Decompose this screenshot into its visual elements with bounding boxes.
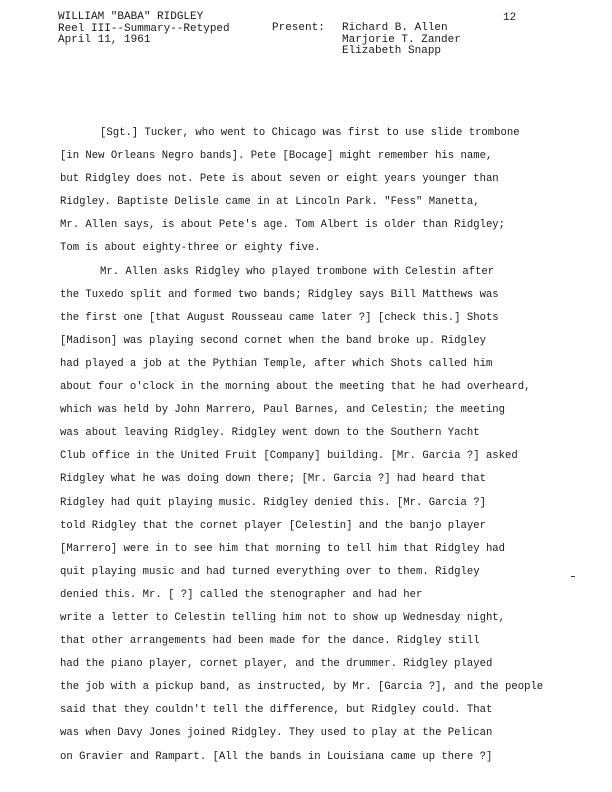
text-line: said that they couldn't tell the difference, but Ridgley could. That bbox=[60, 704, 493, 717]
text-line: Ridgley. Baptiste Delisle came in at Lincoln Park. "Fess" Manetta, bbox=[60, 196, 480, 209]
text-line: [Madison] was playing second cornet when the band broke up. Ridgley bbox=[60, 334, 486, 347]
text-line: Tom is about eighty-three or eighty five. bbox=[60, 242, 321, 255]
text-line: was about leaving Ridgley. Ridgley went down to the Southern Yacht bbox=[60, 427, 480, 440]
text-line: write a letter to Celestin telling him not to show up Wednesday night, bbox=[60, 611, 506, 624]
text-line: [Sgt.] Tucker, who went to Chicago was first to use slide trombone bbox=[100, 127, 520, 139]
header-present-label-block bbox=[272, 23, 325, 35]
text-line: had the piano player, cornet player, and the drummer. Ridgley played bbox=[60, 658, 493, 671]
text-line: [Marrero] were in to see him that morning to tell him that Ridgley had bbox=[60, 542, 506, 555]
text-line: quit playing music and had turned everything over to them. Ridgley bbox=[60, 565, 480, 578]
text-line: told Ridgley that the cornet player [Celestin] and the banjo player bbox=[60, 519, 486, 532]
text-line: Mr. Allen says, is about Pete's age. Tom Albert is older than Ridgley; bbox=[60, 219, 506, 232]
text-line: about four o'clock in the morning about the meeting that he had overheard, bbox=[60, 381, 531, 394]
header-present-label: Present: bbox=[272, 22, 325, 34]
text-line: [in New Orleans Negro bands]. Pete [Bocage] might remember his name, bbox=[60, 150, 493, 163]
header-date: April 11, 1961 bbox=[58, 34, 151, 46]
header-present-block bbox=[342, 23, 461, 58]
header-interviewee: WILLIAM "BABA" RIDGLEY bbox=[58, 11, 204, 23]
text-line: on Gravier and Rampart. [All the bands in Louisiana came up there ?] bbox=[60, 750, 493, 763]
text-line: had played a job at the Pythian Temple, after which Shots called him bbox=[60, 357, 493, 370]
header-reel: Reel III--Summary--Retyped bbox=[58, 22, 230, 35]
text-line: Club office in the United Fruit [Company] building. [Mr. Garcia ?] asked bbox=[60, 450, 518, 463]
present-name: Elizabeth Snapp bbox=[342, 45, 442, 57]
page-number: 12 bbox=[503, 12, 517, 24]
header-left-block bbox=[58, 12, 230, 47]
text-line: denied this. Mr. [ ?] called the stenographer and had her bbox=[60, 588, 423, 601]
text-line: Ridgley had quit playing music. Ridgley denied this. [Mr. Garcia ?] bbox=[60, 496, 486, 509]
text-line: that other arrangements had been made for the dance. Ridgley still bbox=[60, 635, 480, 648]
present-name: Richard B. Allen bbox=[342, 22, 448, 34]
text-line: the job with a pickup band, as instructed, by Mr. [Garcia ?], and the people bbox=[60, 681, 544, 694]
text-line: the Tuxedo split and formed two bands; Ridgley says Bill Matthews was bbox=[60, 288, 499, 301]
text-line: the first one [that August Rousseau came later ?] [check this.] Shots bbox=[60, 311, 499, 324]
summary-body bbox=[60, 128, 560, 775]
text-line: was when Davy Jones joined Ridgley. They used to play at the Pelican bbox=[60, 727, 493, 740]
text-line: Mr. Allen asks Ridgley who played trombone with Celestin after bbox=[100, 265, 495, 278]
present-name: Marjorie T. Zander bbox=[342, 33, 461, 46]
text-line: Ridgley what he was doing down there; [Mr. Garcia ?] had heard that bbox=[60, 473, 486, 486]
text-line: which was held by John Marrero, Paul Barnes, and Celestin; the meeting bbox=[60, 404, 506, 417]
margin-mark bbox=[571, 576, 575, 577]
text-line: but Ridgley does not. Pete is about seven or eight years younger than bbox=[60, 173, 499, 186]
